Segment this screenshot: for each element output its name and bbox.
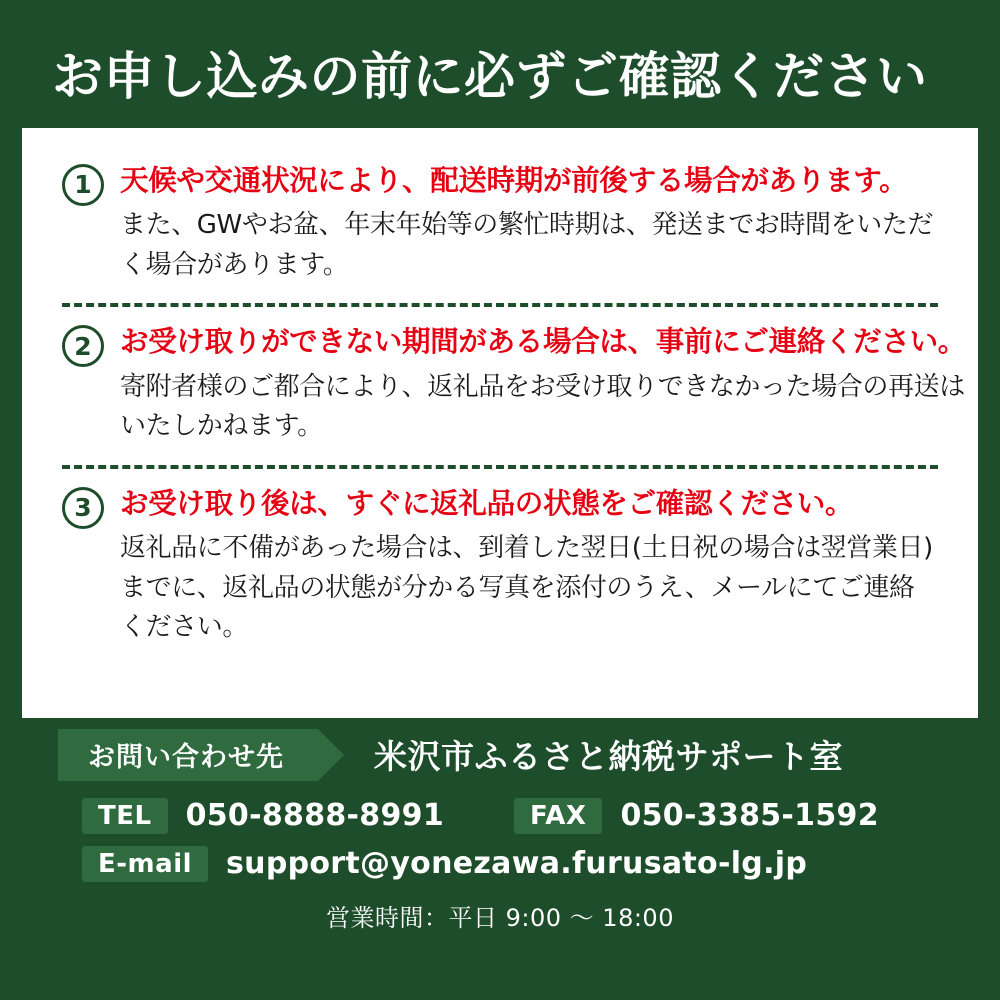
divider [62, 303, 938, 307]
email-value[interactable]: support@yonezawa.furusato-lg.jp [226, 846, 808, 882]
notice-body [120, 485, 938, 648]
contact-details [22, 786, 978, 882]
notice-number-badge: 2 [62, 325, 104, 367]
contact-row-phone [82, 798, 978, 834]
fax-group [514, 798, 879, 834]
contact-tag-label: お問い合わせ先 [58, 729, 318, 781]
notice-card [22, 128, 978, 718]
notice-description: また、GWやお盆、年末年始等の繁忙時期は、発送までお時間をいただく場合があります。 [120, 210, 934, 280]
fax-label: FAX [514, 798, 602, 834]
notice-description: 返礼品に不備があった場合は、到着した翌日(土日祝の場合は翌営業日)までに、返礼品の状態が分かる写真を添付のうえ、メールにてご連絡ください。 [120, 533, 933, 643]
notice-item-3 [62, 485, 938, 648]
notice-item-2 [62, 323, 967, 447]
business-hours: 営業時間：平日 9:00 〜 18:00 [326, 903, 674, 932]
notice-title: お受け取り後は、すぐに返礼品の状態をご確認ください。 [120, 486, 854, 520]
notice-title: 天候や交通状況により、配送時期が前後する場合があります。 [120, 163, 908, 197]
notice-body [120, 323, 966, 447]
notice-item-1 [62, 162, 938, 286]
notice-number-badge: 3 [62, 487, 104, 529]
notice-title: お受け取りができない期間がある場合は、事前にご連絡ください。 [120, 325, 967, 359]
tel-value[interactable]: 050-8888-8991 [185, 798, 444, 834]
email-label: E-mail [82, 846, 208, 882]
contact-header [22, 724, 978, 786]
fax-value: 050-3385-1592 [620, 798, 879, 834]
notice-description: 寄附者様のご都合により、返礼品をお受け取りできなかった場合の再送はいたしかねます。 [120, 371, 965, 442]
tel-label: TEL [82, 798, 168, 834]
contact-row-email [82, 846, 978, 882]
page-title: お申し込みの前に必ずご確認ください [52, 48, 928, 107]
contact-department: 米沢市ふるさと納税サポート室 [374, 737, 843, 777]
divider [62, 465, 938, 469]
notice-body [120, 162, 938, 286]
notice-number-badge: 1 [62, 164, 104, 206]
